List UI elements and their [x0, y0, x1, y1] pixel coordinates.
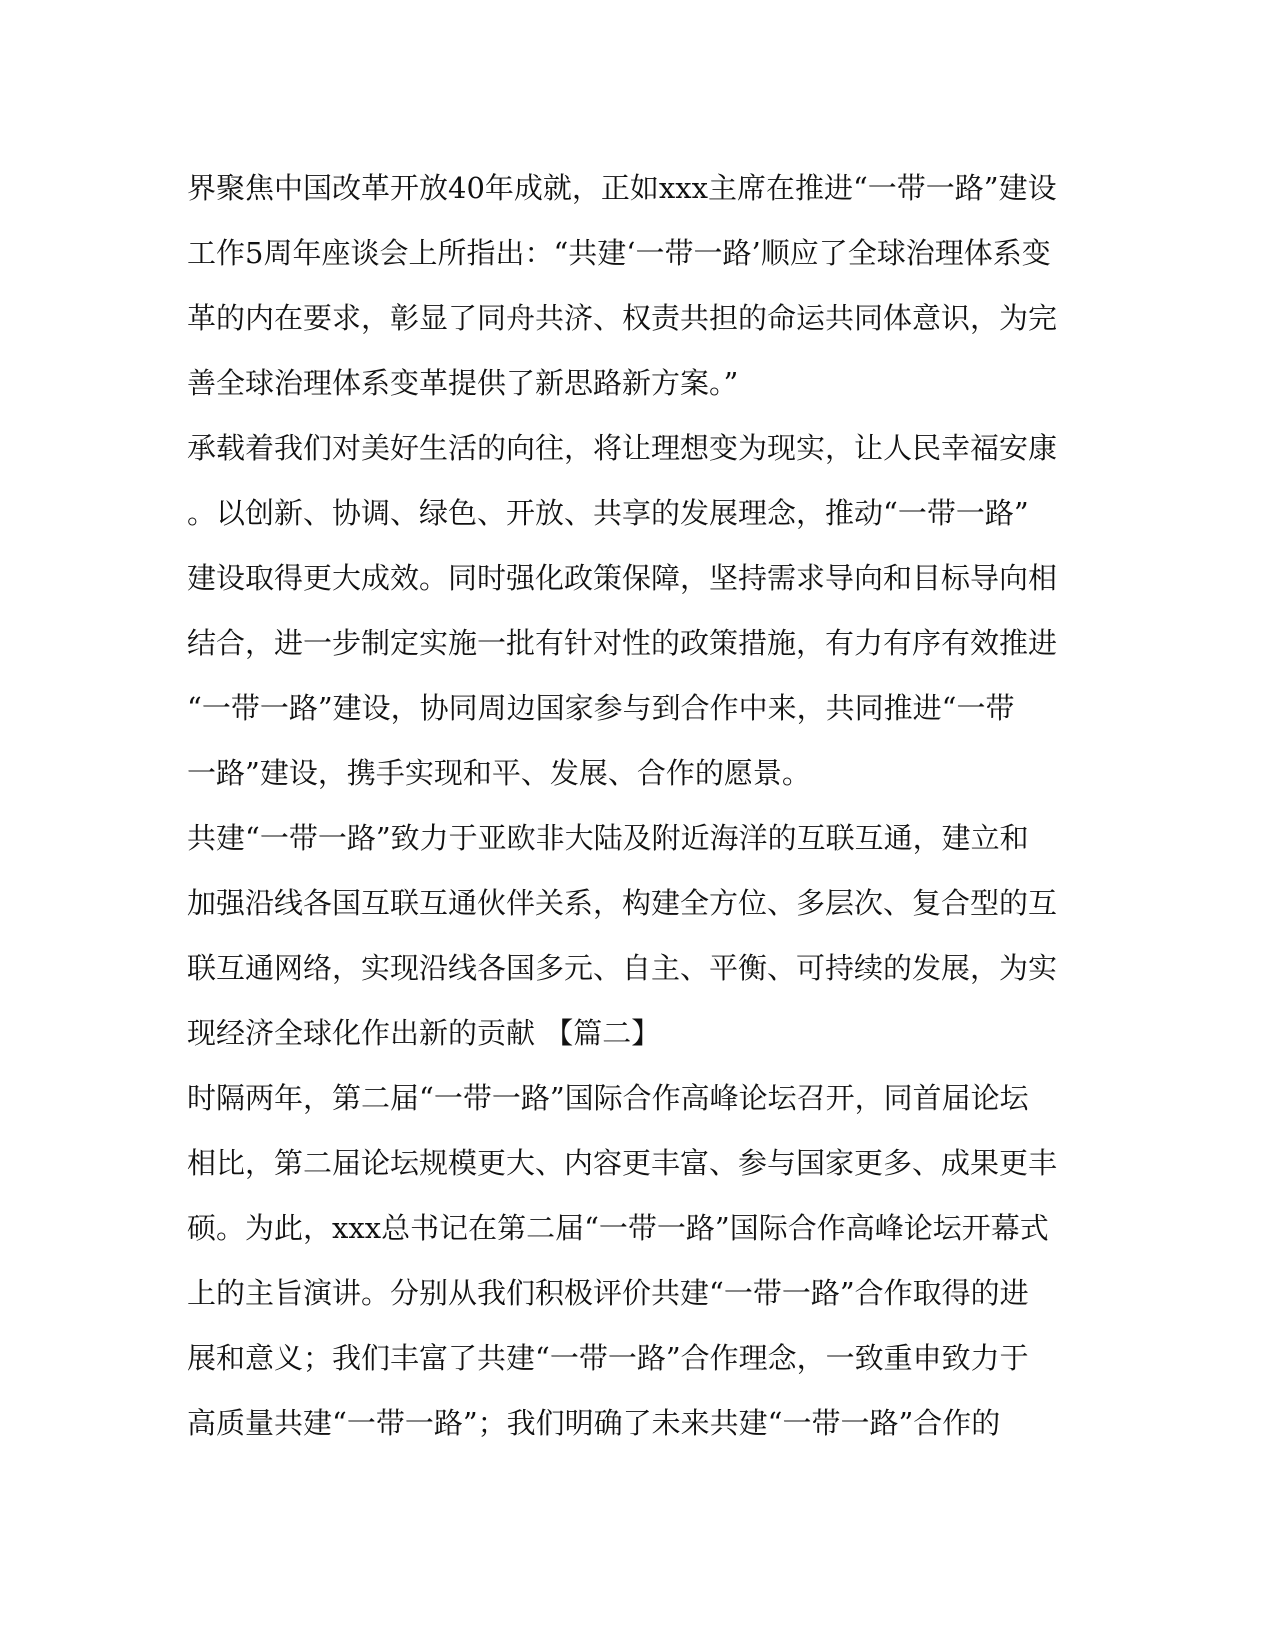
text-line: 一路”建设，携手实现和平、发展、合作的愿景。: [187, 756, 811, 790]
text-line: 界聚焦中国改革开放40年成就，正如xxx主席在推进“一带一路”建设: [187, 171, 1057, 205]
text-line: 现经济全球化作出新的贡献 【篇二】: [187, 1016, 661, 1050]
text-line: 革的内在要求，彰显了同舟共济、权责共担的命运共同体意识，为完: [187, 301, 1058, 335]
text-line: 上的主旨演讲。分别从我们积极评价共建“一带一路”合作取得的进: [187, 1276, 1029, 1310]
body-text: [187, 156, 1087, 1456]
text-line: 建设取得更大成效。同时强化政策保障，坚持需求导向和目标导向相: [187, 561, 1058, 595]
text-line: 硕。为此，xxx总书记在第二届“一带一路”国际合作高峰论坛开幕式: [187, 1211, 1049, 1245]
text-line: 善全球治理体系变革提供了新思路新方案。”: [187, 366, 739, 400]
text-line: 工作5周年座谈会上所指出：“共建‘一带一路’顺应了全球治理体系变: [187, 236, 1051, 270]
text-line: 联互通网络，实现沿线各国多元、自主、平衡、可持续的发展，为实: [187, 951, 1058, 985]
text-line: “一带一路”建设，协同周边国家参与到合作中来，共同推进“一带: [187, 691, 1015, 725]
text-line: 时隔两年，第二届“一带一路”国际合作高峰论坛召开，同首届论坛: [187, 1081, 1029, 1115]
text-line: 相比，第二届论坛规模更大、内容更丰富、参与国家更多、成果更丰: [187, 1146, 1058, 1180]
text-line: 高质量共建“一带一路”；我们明确了未来共建“一带一路”合作的: [187, 1406, 1001, 1440]
text-line: 加强沿线各国互联互通伙伴关系，构建全方位、多层次、复合型的互: [187, 886, 1058, 920]
text-line: 。以创新、协调、绿色、开放、共享的发展理念，推动“一带一路”: [187, 496, 1029, 530]
text-line: 展和意义；我们丰富了共建“一带一路”合作理念，一致重申致力于: [187, 1341, 1029, 1375]
text-line: 共建“一带一路”致力于亚欧非大陆及附近海洋的互联互通，建立和: [187, 821, 1029, 855]
text-line: 结合，进一步制定实施一批有针对性的政策措施，有力有序有效推进: [187, 626, 1058, 660]
text-line: 承载着我们对美好生活的向往，将让理想变为现实，让人民幸福安康: [187, 431, 1058, 465]
